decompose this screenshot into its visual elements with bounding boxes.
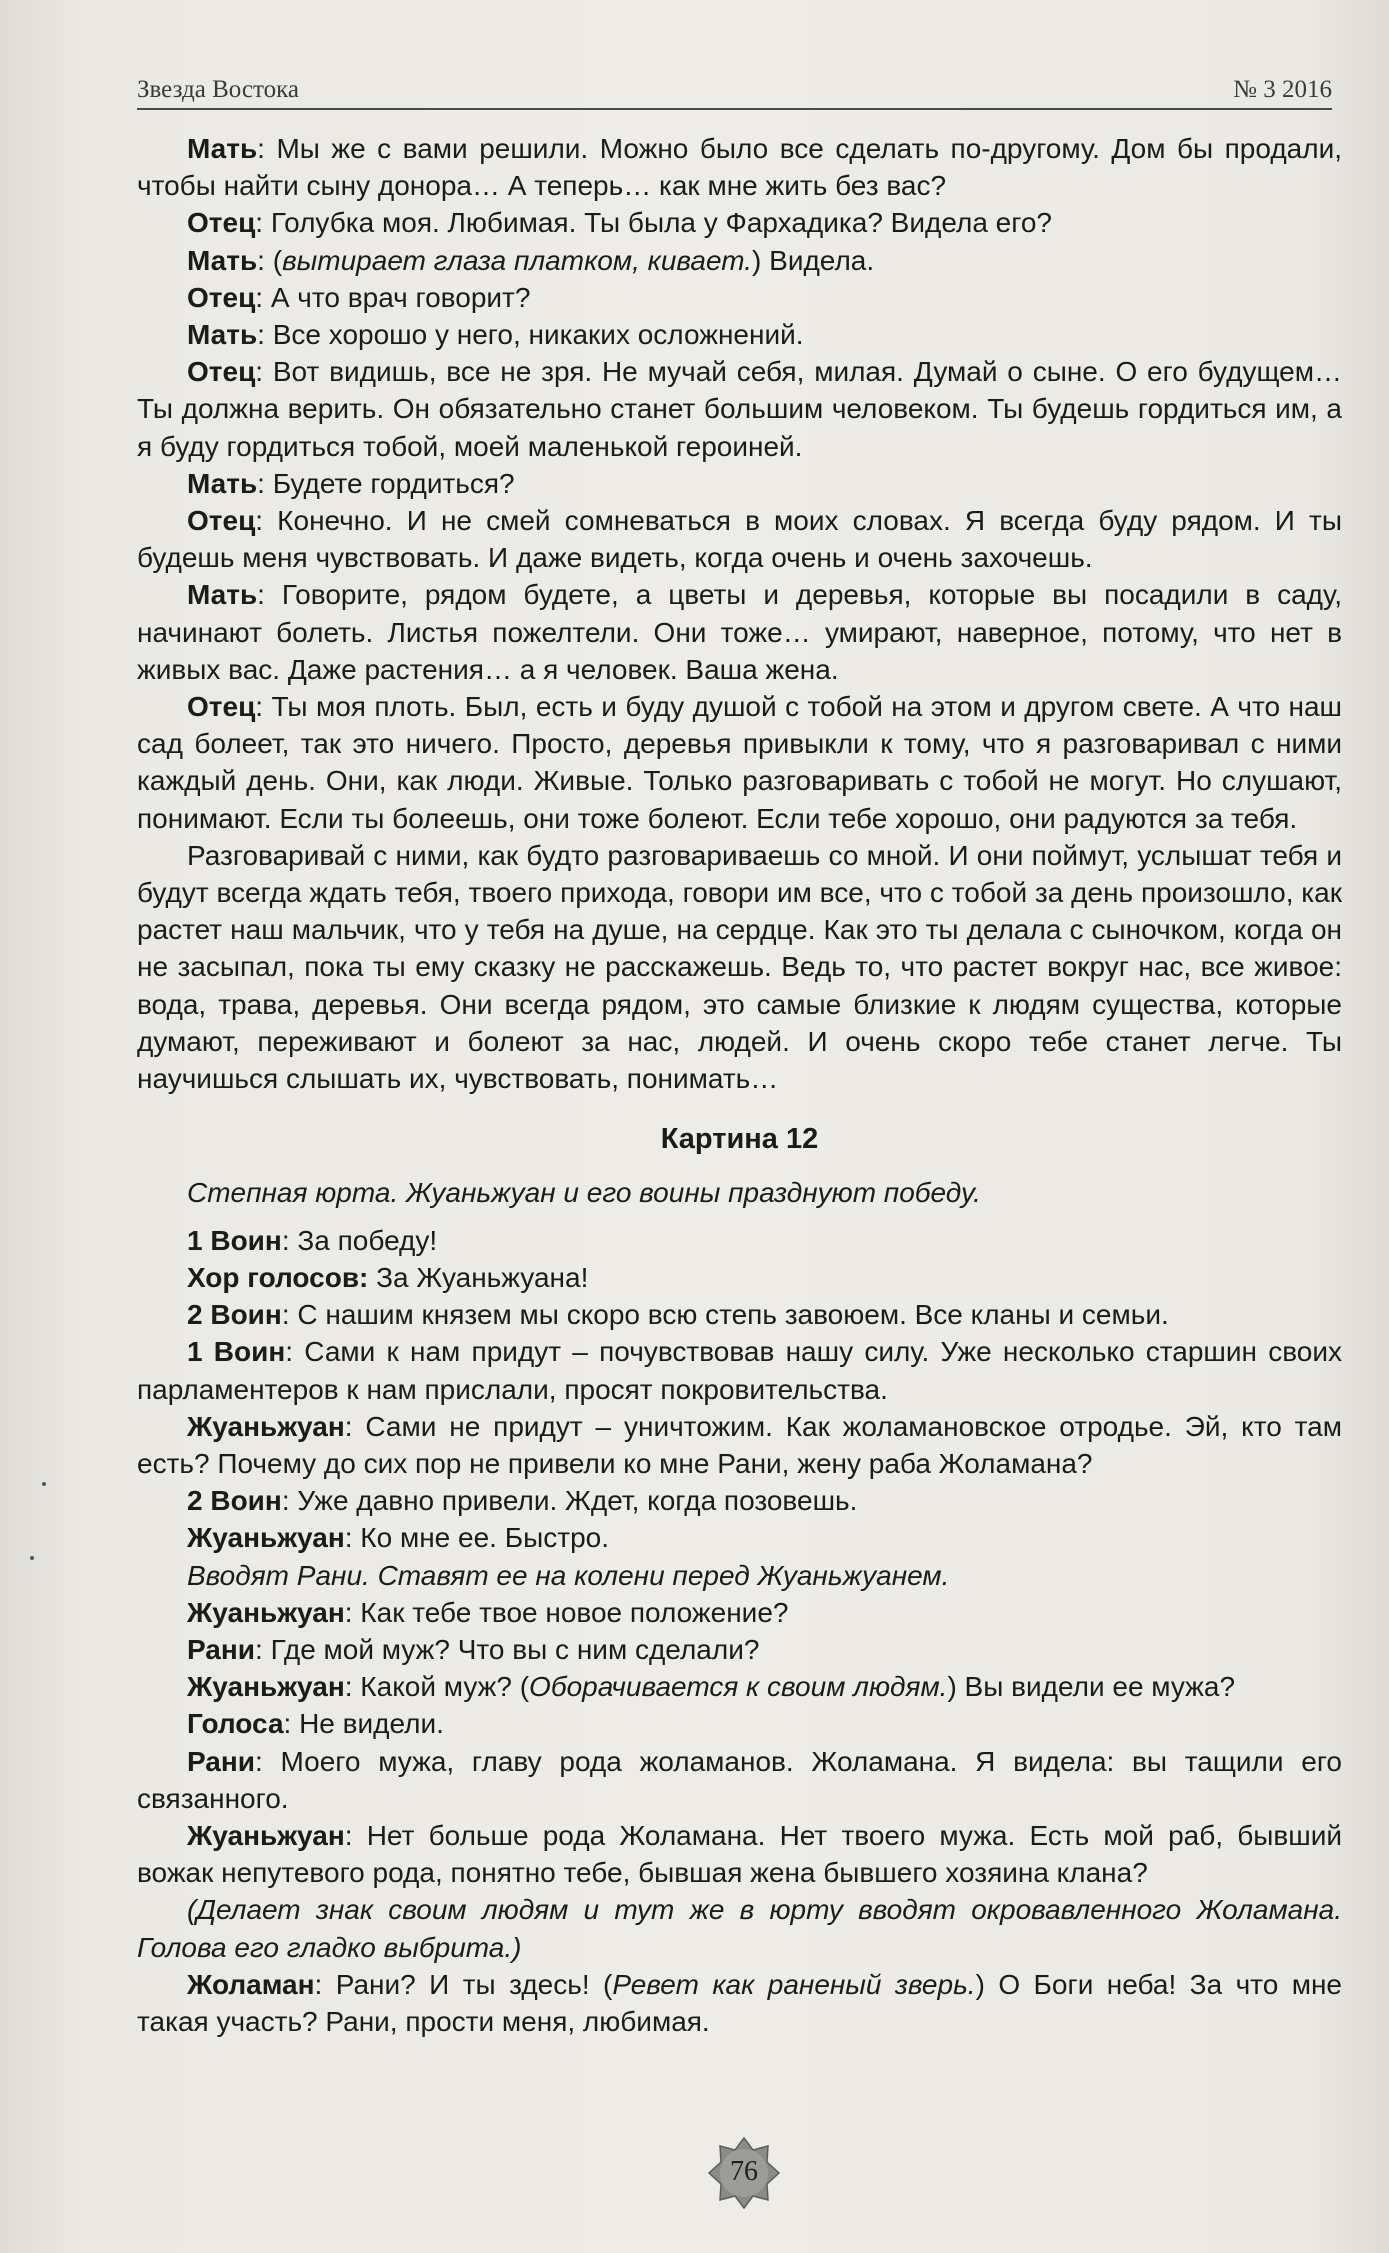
speaker: Жуаньжуан	[187, 1671, 345, 1703]
speaker: Мать	[187, 244, 258, 276]
page-text	[137, 130, 1342, 2040]
page-number: 76	[730, 2156, 758, 2187]
line-text: : Как тебе твое новое положение?	[344, 1596, 789, 1628]
speaker: Хор голосов:	[187, 1261, 369, 1293]
line-text: ) Вы видели ее мужа?	[947, 1671, 1236, 1703]
speaker: 1 Воин	[187, 1336, 286, 1368]
speaker: 2 Воин	[187, 1485, 282, 1517]
line-text: : Конечно. И не смей сомневаться в моих словах. Я всегда буду рядом. И ты будешь меня чувствовать. И даже видеть, когда очень и очень захочешь.	[137, 505, 1342, 574]
stage-direction: Ревет как раненый зверь.	[612, 1968, 976, 2000]
line-text: : (	[257, 244, 283, 276]
dialogue-line	[137, 576, 1342, 688]
speaker: Рани	[187, 1745, 256, 1777]
speaker: Жоламан	[187, 1968, 315, 2000]
line-text: : Все хорошо у него, никаких осложнений.	[257, 319, 804, 351]
dialogue-line	[137, 1222, 1342, 1259]
dialogue-line	[137, 316, 1342, 353]
line-text: : Ты моя плоть. Был, есть и буду душой с тобой на этом и другом свете. А что наш сад болеет, так это ничего. Просто, деревья привыкли к тому, что я разговаривал с ними каждый день. Они, как люди. Живые. Только разговаривать с тобой не могут. Но слушают, понимают. Если ты болеешь, они тоже болеют. Если тебе хорошо, они радуются за тебя.	[137, 691, 1342, 834]
speaker: 1 Воин	[187, 1224, 282, 1256]
speaker: Отец	[187, 505, 256, 537]
speaker: Жуаньжуан	[187, 1522, 345, 1554]
line-text: : Где мой муж? Что вы с ним сделали?	[255, 1633, 760, 1665]
page-number-badge	[707, 2136, 781, 2210]
line-text: За Жуаньжуана!	[368, 1261, 589, 1293]
speaker: 2 Воин	[187, 1299, 282, 1331]
line-text: : А что врач говорит?	[255, 281, 531, 313]
line-text: : Мы же с вами решили. Можно было все сделать по-другому. Дом бы продали, чтобы найти сыну донора… А теперь… как мне жить без вас?	[137, 133, 1342, 202]
speaker: Отец	[187, 691, 256, 723]
stage-direction: вытирает глаза платком, кивает.	[282, 244, 753, 276]
stage-direction-line	[137, 1891, 1342, 1965]
stage-direction: Оборачивается к своим людям.	[529, 1671, 948, 1703]
line-text: : С нашим князем мы скоро всю степь завоюем. Все кланы и семьи.	[281, 1299, 1169, 1331]
dialogue-line	[137, 1966, 1342, 2040]
line-text: : Сами не придут – уничтожим. Как жоламановское отродье. Эй, кто там есть? Почему до сих пор не привели ко мне Рани, жену раба Жоламана?	[137, 1410, 1342, 1479]
journal-title: Звезда Востока	[137, 76, 299, 103]
dialogue-line	[137, 1259, 1342, 1296]
dialogue-line	[137, 1668, 1342, 1705]
line-text: : Рани? И ты здесь! (	[314, 1968, 613, 2000]
dialogue-line	[137, 1296, 1342, 1333]
stage-direction: Степная юрта. Жуаньжуан и его воины празднуют победу.	[187, 1177, 981, 1209]
speaker: Отец	[187, 281, 256, 313]
dialogue-line	[137, 353, 1342, 465]
dialogue-line	[137, 130, 1342, 204]
scene-title: Картина 12	[660, 1123, 819, 1156]
line-text: ) О Боги неба! За что мне такая участь? Рани, прости меня, любимая.	[137, 1968, 1342, 2037]
header-rule	[137, 108, 1332, 110]
speaker: Мать	[187, 467, 258, 499]
dialogue-line	[137, 1817, 1342, 1891]
speaker: Мать	[187, 133, 258, 164]
speck	[30, 1556, 34, 1560]
dialogue-line	[137, 1594, 1342, 1631]
dialogue-line	[137, 1482, 1342, 1519]
speaker: Голоса	[187, 1708, 284, 1740]
stage-direction: (Делает знак своим людям и тут же в юрту вводят окровавленного Жоламана. Голова его гладко выбрита.)	[137, 1894, 1342, 1963]
dialogue-line	[137, 1743, 1342, 1817]
dialogue-line	[137, 465, 1342, 502]
stage-direction: Вводят Рани. Ставят ее на колени перед Жуаньжуанем.	[187, 1559, 950, 1591]
line-text: ) Видела.	[752, 244, 875, 276]
dialogue-line	[137, 1408, 1342, 1482]
dialogue-line	[137, 242, 1342, 279]
speaker: Жуаньжуан	[187, 1596, 345, 1628]
speaker: Жуаньжуан	[187, 1819, 345, 1851]
line-text: : Не видели.	[283, 1708, 444, 1740]
issue-number: № 3 2016	[1233, 76, 1332, 103]
speaker: Жуаньжуан	[187, 1410, 345, 1442]
line-text: : Уже давно привели. Ждет, когда позовешь.	[281, 1485, 858, 1517]
speck	[42, 1482, 46, 1486]
line-text: : Ко мне ее. Быстро.	[344, 1522, 609, 1554]
dialogue-line	[137, 1705, 1342, 1742]
speaker: Мать	[187, 579, 258, 611]
dialogue-line	[137, 279, 1342, 316]
line-text: : Моего мужа, главу рода жоламанов. Жоламана. Я видела: вы тащили его связанного.	[137, 1745, 1342, 1814]
line-text: : Сами к нам придут – почувствовав нашу силу. Уже несколько старшин своих парламентеров к нам прислали, просят покровительства.	[137, 1336, 1342, 1405]
speaker: Рани	[187, 1633, 256, 1665]
spacer	[137, 1212, 1342, 1222]
line-text: : Какой муж? (	[344, 1671, 530, 1703]
dialogue-line	[137, 1333, 1342, 1407]
speaker: Мать	[187, 319, 258, 351]
stage-direction-line	[137, 1557, 1342, 1594]
speaker: Отец	[187, 356, 256, 388]
line-text: Разговаривай с ними, как будто разговариваешь со мной. И они поймут, услышат тебя и будут всегда ждать тебя, твоего прихода, говори им все, что с тобой за день произошло, как растет наш мальчик, что у тебя на душе, на сердце. Как это ты делала с сыночком, когда он не засыпал, пока ты ему сказку не расскажешь. Ведь то, что растет вокруг нас, все живое: вода, трава, деревья. Они всегда рядом, это самые близкие к людям существа, которые думают, переживают и болеют за нас, людей. И очень скоро тебе станет легче. Ты научишься слышать их, чувствовать, понимать…	[137, 839, 1342, 1095]
dialogue-line	[137, 1519, 1342, 1556]
line-text: : Голубка моя. Любимая. Ты была у Фархадика? Видела его?	[255, 207, 1052, 239]
stage-direction-line	[137, 1174, 1342, 1211]
speaker: Отец	[187, 207, 256, 239]
dialogue-line	[137, 1631, 1342, 1668]
dialogue-line	[137, 688, 1342, 837]
dialogue-line	[137, 204, 1342, 241]
running-header	[137, 62, 1332, 104]
line-text: : За победу!	[281, 1224, 438, 1256]
line-text: : Будете гордиться?	[257, 467, 515, 499]
dialogue-paragraph	[137, 837, 1342, 1097]
line-text: : Говорите, рядом будете, а цветы и деревья, которые вы посадили в саду, начинают болеть. Листья пожелтели. Они тоже… умирают, наверное, потому, что нет в живых вас. Даже растения… а я человек. Ваша жена.	[137, 579, 1342, 685]
line-text: : Нет больше рода Жоламана. Нет твоего мужа. Есть мой раб, бывший вожак непутевого рода, понятно тебе, бывшая жена бывшего хозяина клана?	[137, 1819, 1342, 1889]
line-text: : Вот видишь, все не зря. Не мучай себя, милая. Думай о сыне. О его будущем… Ты должна верить. Он обязательно станет большим человеком. Ты будешь гордиться им, а я буду гордиться тобой, моей маленькой героиней.	[137, 356, 1342, 462]
dialogue-line	[137, 502, 1342, 576]
